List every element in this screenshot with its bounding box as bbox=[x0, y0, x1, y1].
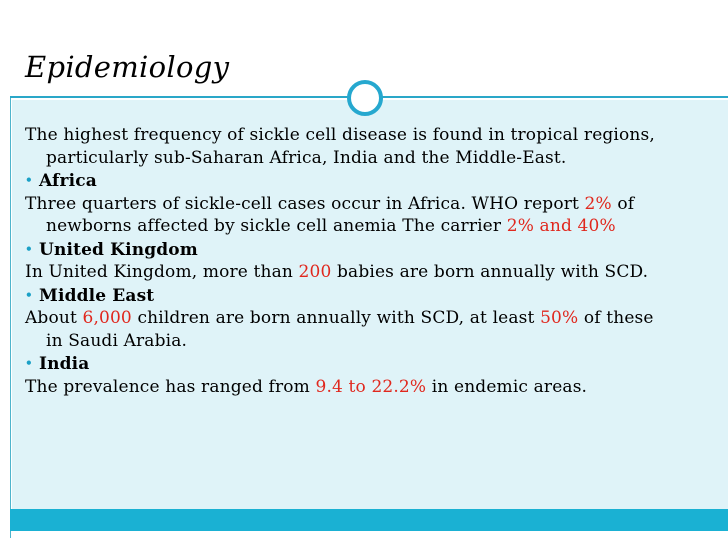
uk-paragraph bbox=[25, 261, 728, 284]
text: Three quarters of sickle-cell cases occur in Africa. WHO report bbox=[25, 193, 585, 214]
highlight-value: 2% bbox=[584, 193, 612, 214]
text: in Saudi Arabia. bbox=[46, 330, 188, 351]
section-heading-uk bbox=[25, 238, 728, 262]
highlight-value: 9.4 to 22.2% bbox=[315, 376, 427, 397]
bullet-icon: • bbox=[25, 173, 33, 187]
heading-label: Africa bbox=[39, 171, 97, 191]
heading-label: United Kingdom bbox=[39, 239, 198, 260]
highlight-value: 6,000 bbox=[82, 308, 132, 328]
text: babies are born annually with SCD. bbox=[331, 262, 649, 282]
section-heading-africa bbox=[25, 169, 728, 193]
bottom-accent-bar bbox=[10, 509, 728, 531]
bullet-icon: • bbox=[25, 287, 33, 302]
africa-paragraph bbox=[25, 193, 728, 238]
india-paragraph bbox=[25, 376, 728, 399]
highlight-value: 200 bbox=[298, 262, 332, 282]
text: in endemic areas. bbox=[426, 376, 588, 397]
highlight-value: 2% and 40% bbox=[506, 216, 616, 236]
intro-paragraph bbox=[25, 124, 728, 169]
text: newborns affected by sickle cell anemia The carrier bbox=[46, 216, 507, 236]
slide-title: Epidemiology bbox=[25, 50, 230, 84]
section-heading-middle-east bbox=[25, 284, 728, 308]
text: children are born annually with SCD, at least bbox=[131, 308, 541, 328]
text: The prevalence has ranged from bbox=[25, 376, 316, 397]
bullet-icon: • bbox=[25, 356, 33, 370]
bullet-icon: • bbox=[25, 241, 33, 256]
heading-label: India bbox=[39, 354, 90, 374]
circle-ornament-icon bbox=[347, 80, 383, 116]
slide-body bbox=[25, 124, 728, 398]
text: of these bbox=[578, 308, 654, 328]
middle-east-paragraph bbox=[25, 307, 728, 352]
intro-line-1: The highest frequency of sickle cell disease is found in tropical regions, bbox=[25, 125, 655, 145]
section-heading-india bbox=[25, 352, 728, 376]
text: of bbox=[611, 193, 635, 214]
heading-label: Middle East bbox=[39, 285, 155, 306]
text: In United Kingdom, more than bbox=[25, 262, 299, 282]
highlight-value: 50% bbox=[540, 308, 579, 328]
intro-line-2: particularly sub-Saharan Africa, India and the Middle-East. bbox=[46, 147, 567, 168]
text: About bbox=[25, 308, 83, 328]
